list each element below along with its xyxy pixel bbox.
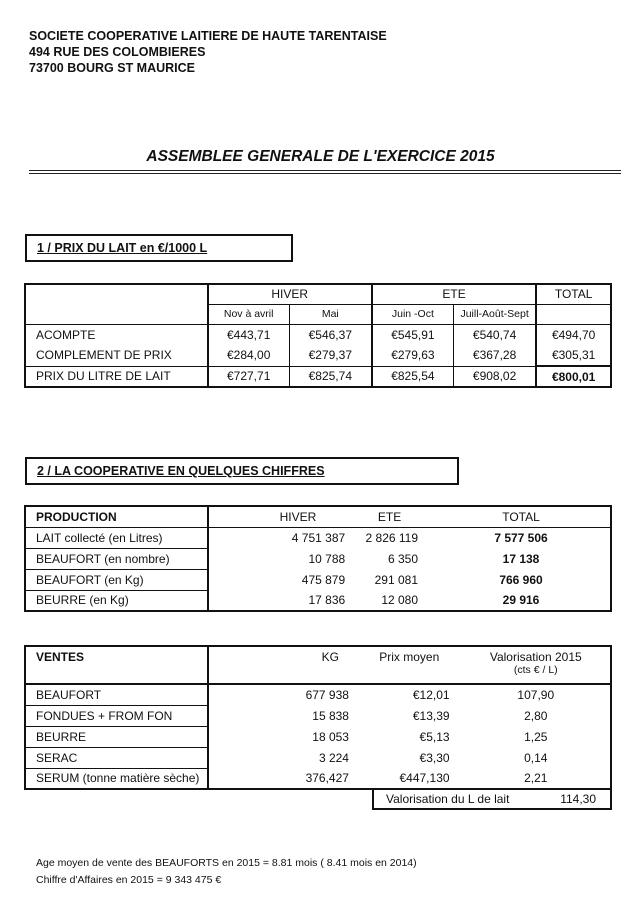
price-cell: €545,91 — [372, 324, 454, 345]
row-label: BEAUFORT (en Kg) — [25, 569, 208, 590]
section2-heading: 2 / LA COOPERATIVE EN QUELQUES CHIFFRES — [37, 464, 325, 478]
production-header: PRODUCTION — [25, 506, 208, 527]
total-cell-highlight: €800,01 — [536, 366, 611, 387]
footer-age-beaufort: Age moyen de vente des BEAUFORTS en 2015 = 8.81 mois ( 8.41 mois en 2014) — [36, 857, 417, 869]
price-cell: €825,54 — [372, 366, 454, 387]
total-cell: €305,31 — [536, 345, 611, 366]
section2-heading-box — [25, 457, 459, 485]
footer-chiffre-affaires: Chiffre d'Affaires en 2015 = 9 343 475 € — [36, 874, 222, 886]
value-hiver: 17 836 — [208, 590, 347, 611]
price-cell: €279,37 — [289, 345, 372, 366]
period-mai: Mai — [289, 304, 372, 324]
sales-table — [24, 645, 612, 790]
row-label: COMPLEMENT DE PRIX — [36, 348, 172, 363]
company-city: 73700 BOURG ST MAURICE — [29, 61, 196, 75]
period-juill-sept: Juill-Août-Sept — [453, 304, 536, 324]
row-label: BEURRE (en Kg) — [25, 590, 208, 611]
value-hiver: 475 879 — [208, 569, 347, 590]
company-name: SOCIETE COOPERATIVE LAITIERE DE HAUTE TARENTAISE — [29, 29, 387, 43]
value-ete: 291 081 — [374, 572, 419, 587]
col-hiver: HIVER — [208, 506, 347, 527]
header-ete: ETE — [372, 284, 536, 304]
row-label: PRIX DU LITRE DE LAIT — [25, 366, 208, 387]
price-cell: €367,28 — [453, 345, 536, 366]
title-rule — [29, 173, 621, 174]
row-label: SERUM (tonne matière sèche) — [25, 768, 208, 789]
value-kg: 15 838 — [208, 705, 357, 726]
value-valo: 2,80 — [524, 708, 548, 723]
value-valo: 107,90 — [517, 688, 555, 702]
value-prix: €5,13 — [419, 729, 450, 744]
section1-heading-box — [25, 234, 293, 262]
row-label: SERAC — [25, 747, 208, 768]
price-cell: €727,71 — [208, 366, 290, 387]
value-total: 7 577 506 — [494, 530, 548, 545]
header-total: TOTAL — [536, 284, 611, 304]
value-ete: 6 350 — [387, 551, 419, 566]
value-prix: €3,30 — [419, 750, 450, 765]
value-kg: 3 224 — [208, 747, 357, 768]
value-ete: 12 080 — [381, 593, 419, 607]
value-valo: 2,21 — [524, 771, 548, 785]
milk-price-table — [24, 283, 612, 388]
col-ete: ETE — [347, 506, 432, 527]
valorisation-title: Valorisation 2015 — [489, 650, 582, 664]
row-label: BEAUFORT (en nombre) — [25, 548, 208, 569]
value-total: 766 960 — [499, 572, 543, 587]
value-hiver: 10 788 — [208, 548, 347, 569]
row-label: FONDUES + FROM FON — [25, 705, 208, 726]
value-hiver: 4 751 387 — [208, 527, 347, 548]
col-kg: KG — [208, 646, 357, 684]
title-rule — [29, 170, 621, 171]
value-valo: 1,25 — [524, 729, 548, 744]
value-total: 17 138 — [502, 551, 540, 566]
header-hiver: HIVER — [208, 284, 372, 304]
valorisation-summary-value: 114,30 — [560, 792, 596, 806]
value-valo: 0,14 — [524, 750, 548, 765]
price-cell: €825,74 — [289, 366, 372, 387]
col-total: TOTAL — [432, 506, 611, 527]
value-total: 29 916 — [502, 593, 540, 607]
total-cell: €494,70 — [536, 324, 611, 345]
row-label: BEAUFORT — [36, 687, 102, 702]
price-cell: €908,02 — [453, 366, 536, 387]
company-street: 494 RUE DES COLOMBIERES — [29, 45, 206, 59]
price-cell: €284,00 — [208, 345, 290, 366]
row-label: BEURRE — [25, 726, 208, 747]
row-label: ACOMPTE — [25, 324, 208, 345]
value-ete: 2 826 119 — [365, 530, 419, 545]
col-prix-moyen: Prix moyen — [357, 646, 462, 684]
value-kg: 677 938 — [208, 684, 357, 705]
period-nov-avril: Nov à avril — [208, 304, 290, 324]
col-valorisation — [462, 646, 611, 684]
value-prix: €13,39 — [412, 708, 450, 723]
company-address — [29, 28, 387, 76]
section1-heading: 1 / PRIX DU LAIT en €/1000 L — [37, 241, 208, 255]
price-cell: €546,37 — [289, 324, 372, 345]
valorisation-unit: (cts € / L) — [513, 664, 558, 676]
value-kg: 376,427 — [208, 768, 357, 789]
period-juin-oct: Juin -Oct — [372, 304, 454, 324]
row-label: LAIT collecté (en Litres) — [36, 530, 163, 545]
value-prix: €447,130 — [399, 771, 450, 785]
value-kg: 18 053 — [208, 726, 357, 747]
production-table — [24, 505, 612, 612]
valorisation-summary-label: Valorisation du L de lait — [386, 792, 510, 806]
price-cell: €279,63 — [372, 345, 454, 366]
price-cell: €540,74 — [453, 324, 536, 345]
document-title: ASSEMBLEE GENERALE DE L'EXERCICE 2015 — [146, 148, 495, 165]
sales-header: VENTES — [25, 646, 208, 684]
valorisation-summary-box — [372, 789, 612, 810]
value-prix: €12,01 — [412, 688, 450, 702]
price-cell: €443,71 — [208, 324, 290, 345]
